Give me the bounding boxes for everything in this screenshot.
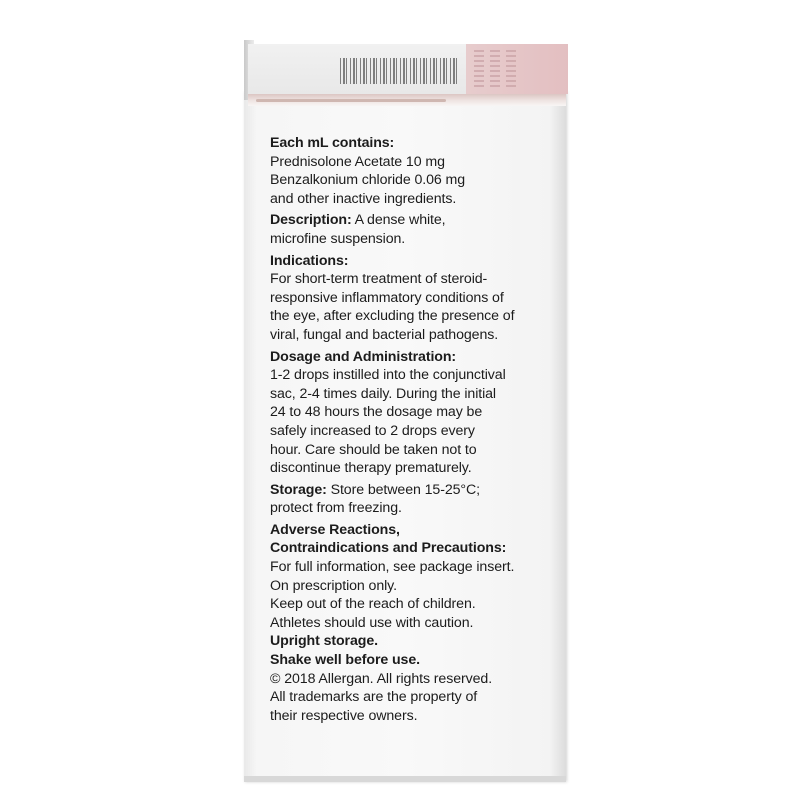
indications-heading: Indications: [270, 252, 349, 269]
copyright-line: © 2018 Allergan. All rights reserved. [270, 670, 493, 687]
flap-print-mark [490, 50, 500, 90]
dosage-line: safely increased to 2 drops every [270, 422, 475, 439]
box-top-flap [248, 44, 568, 94]
flap-color-panel [466, 44, 568, 94]
dosage-heading: Dosage and Administration: [270, 348, 457, 365]
flap-print-mark [506, 50, 516, 90]
flap-print-mark [474, 50, 484, 90]
storage-line [270, 481, 566, 500]
storage-text: Store between 15-25°C; [326, 481, 480, 498]
bottle-rim [256, 99, 446, 102]
dosage-line: discontinue therapy prematurely. [270, 460, 472, 477]
copyright-line: All trademarks are the property of [270, 689, 478, 706]
upright-storage: Upright storage. [270, 633, 378, 650]
each-ml-line: and other inactive ingredients. [270, 190, 457, 207]
description-line [270, 211, 566, 230]
adverse-line: Keep out of the reach of children. [270, 596, 476, 613]
storage-heading: Storage: [270, 481, 327, 498]
indications-line: the eye, after excluding the presence of [270, 308, 515, 325]
adverse-line: For full information, see package insert. [270, 559, 515, 576]
indications-line: For short-term treatment of steroid- [270, 271, 488, 288]
adverse-heading-2: Contraindications and Precautions: [270, 540, 507, 557]
each-ml-line: Prednisolone Acetate 10 mg [270, 153, 445, 170]
adverse-heading: Adverse Reactions, [270, 521, 400, 538]
dosage-line: 1-2 drops instilled into the conjunctival [270, 367, 506, 384]
shake-well: Shake well before use. [270, 652, 420, 669]
dosage-line: hour. Care should be taken not to [270, 441, 477, 458]
storage-text-2: protect from freezing. [270, 500, 402, 517]
description-text-2: microfine suspension. [270, 230, 406, 247]
description-text: A dense white, [351, 212, 446, 229]
adverse-line: On prescription only. [270, 577, 397, 594]
box-label-text [270, 134, 566, 725]
each-ml-heading: Each mL contains: [270, 135, 395, 151]
indications-line: responsive inflammatory conditions of [270, 289, 504, 306]
dosage-line: sac, 2-4 times daily. During the initial [270, 385, 496, 402]
box-bottom-edge [244, 776, 566, 782]
copyright-line: their respective owners. [270, 707, 418, 724]
dosage-line: 24 to 48 hours the dosage may be [270, 404, 483, 421]
indications-line: viral, fungal and bacterial pathogens. [270, 326, 499, 343]
each-ml-line: Benzalkonium chloride 0.06 mg [270, 172, 466, 189]
barcode-graphic [340, 58, 460, 84]
adverse-line: Athletes should use with caution. [270, 614, 474, 631]
description-heading: Description: [270, 212, 352, 229]
